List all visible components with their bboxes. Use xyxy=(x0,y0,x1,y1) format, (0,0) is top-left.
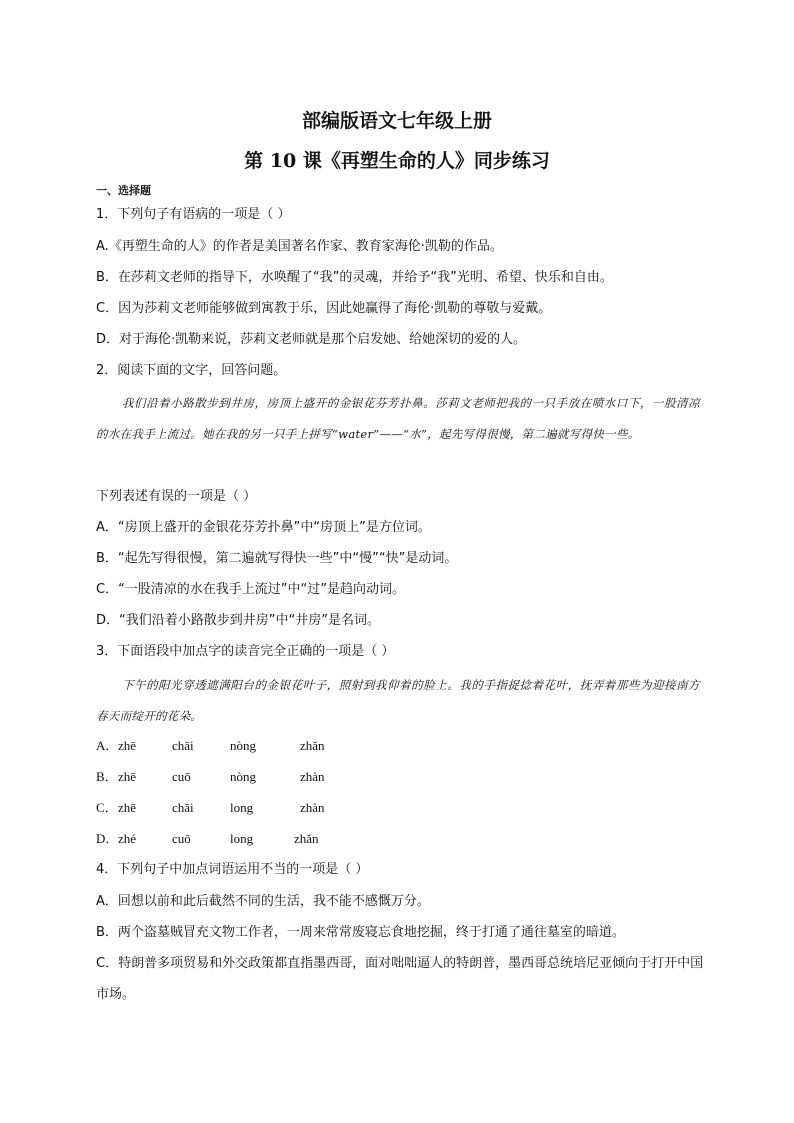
question-4-option-a: A．回想以前和此后截然不同的生活，我不能不感慨万分。 xyxy=(96,894,430,909)
question-2-substem: 下列表述有误的一项是（ ） xyxy=(96,489,257,504)
question-2-passage: 我们沿着小路散步到井房，房顶上盛开的金银花芬芳扑鼻。莎莉文老师把我的一只手放在喷水口下，一股清凉的水在我手上流过。她在我的另一只手上拼写“water”——“水”，起先写得很慢，第二遍就写得快一些。 xyxy=(96,396,700,441)
document-title: 部编版语文七年级上册 xyxy=(301,110,492,132)
pinyin-1: zhē xyxy=(118,769,137,784)
pinyin-2: chāi xyxy=(172,800,194,815)
pinyin-4: zhǎn xyxy=(300,738,325,753)
pinyin-1: zhē xyxy=(118,738,137,753)
option-label: D． xyxy=(96,831,119,846)
question-3-passage: 下午的阳光穿透遮满阳台的金银花叶子，照射到我仰着的脸上。我的手指捉捻着花叶，抚弄着那些为迎接南方春天而绽开的花朵。 xyxy=(96,678,700,723)
pinyin-1: zhē xyxy=(118,800,137,815)
pinyin-4: zhàn xyxy=(300,800,325,815)
section-heading: 一、选择题 xyxy=(96,184,151,197)
question-1-option-d: D．对于海伦·凯勒来说，莎莉文老师就是那个启发她、给她深切的爱的人。 xyxy=(96,332,527,347)
pinyin-2: cuō xyxy=(172,831,191,846)
question-4-option-b: B．两个盗墓贼冒充文物工作者，一周来常常废寝忘食地挖掘，终于打通了通往墓室的暗道。 xyxy=(96,925,625,940)
pinyin-3: long xyxy=(230,831,254,846)
pinyin-2: chāi xyxy=(172,738,194,753)
question-1-option-c: C．因为莎莉文老师能够做到寓教于乐，因此她赢得了海伦·凯勒的尊敬与爱戴。 xyxy=(96,301,552,316)
pinyin-3: nòng xyxy=(230,738,256,753)
pinyin-3: long xyxy=(230,800,254,815)
question-1-option-a: A.《再塑生命的人》的作者是美国著名作家、教育家海伦·凯勒的作品。 xyxy=(96,239,503,254)
question-3-stem: 3．下面语段中加点字的读音完全正确的一项是（ ） xyxy=(96,644,395,659)
question-4-stem: 4．下列句子中加点词语运用不当的一项是（ ） xyxy=(96,862,369,877)
question-2-option-d: D．“我们沿着小路散步到井房”中“井房”是名词。 xyxy=(96,613,380,628)
pinyin-2: cuō xyxy=(172,769,191,784)
pinyin-1: zhé xyxy=(118,831,137,846)
question-1-stem: 1．下列句子有语病的一项是（ ） xyxy=(96,207,291,222)
lesson-title: 第 10 课《再塑生命的人》同步练习 xyxy=(244,150,550,172)
pinyin-3: nòng xyxy=(230,769,256,784)
option-label: C． xyxy=(96,800,118,815)
option-label: B． xyxy=(96,769,118,784)
question-2-stem: 2．阅读下面的文字，回答问题。 xyxy=(96,363,287,378)
question-1-option-b: B．在莎莉文老师的指导下，水唤醒了“我”的灵魂，并给予“我”光明、希望、快乐和自由。 xyxy=(96,270,613,285)
option-label: A． xyxy=(96,738,119,753)
question-4-option-c: C．特朗普多项贸易和外交政策都直指墨西哥，面对咄咄逼人的特朗普，墨西哥总统培尼亚倾向于打开中国市场。 xyxy=(96,956,704,1002)
question-2-option-a: A．“房顶上盛开的金银花芬芳扑鼻”中“房顶上”是方位词。 xyxy=(96,520,431,535)
question-2-option-b: B．“起先写得很慢，第二遍就写得快一些”中“慢”“快”是动词。 xyxy=(96,551,458,566)
pinyin-4: zhàn xyxy=(300,769,325,784)
question-2-option-c: C．“一股清凉的水在我手上流过”中“过”是趋向动词。 xyxy=(96,582,406,597)
pinyin-4: zhǎn xyxy=(294,831,319,846)
